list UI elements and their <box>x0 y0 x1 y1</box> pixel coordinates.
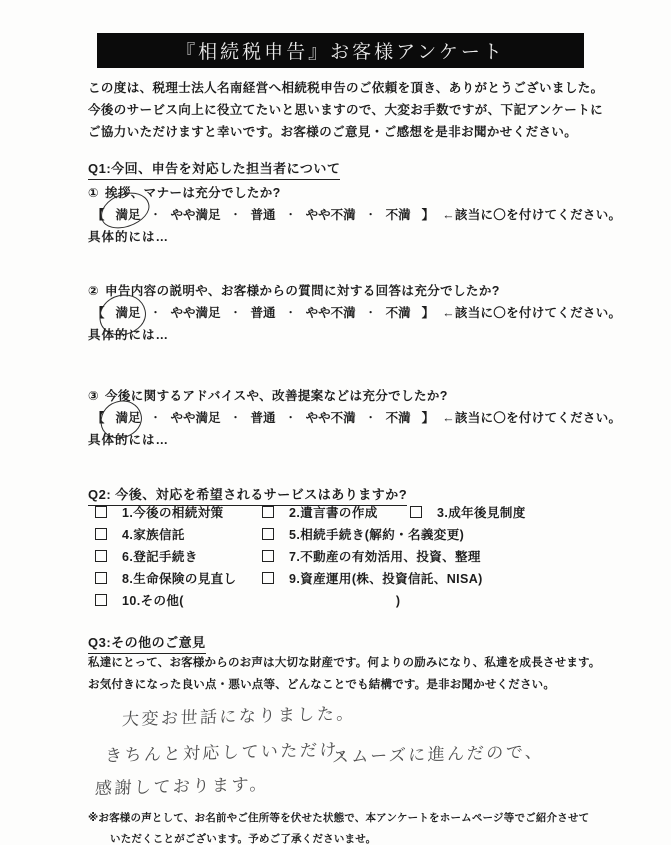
bracket-open: 【 <box>92 306 105 320</box>
option-separator: ・ <box>150 210 161 221</box>
checkbox-label: 10.その他( <box>122 594 184 608</box>
q1-sub2-detail-prompt: 具体的には… <box>88 328 170 342</box>
paren-close: ) <box>395 594 401 608</box>
checkbox-label: 5.相続手続き(解約・名義変更) <box>289 528 465 542</box>
service-item-7 <box>262 547 481 565</box>
option-separator: ・ <box>230 413 241 424</box>
option-separator: ・ <box>365 413 376 424</box>
checkbox-label: 3.成年後見制度 <box>437 506 526 520</box>
q1-sub3-rating-options <box>88 408 621 426</box>
checkbox-label: 9.資産運用(株、投資信託、NISA) <box>289 572 483 586</box>
q1-sub1-detail-prompt: 具体的には… <box>88 230 170 244</box>
service-item-6 <box>95 547 198 565</box>
footer-note-line-2: いただくことがございます。予めご了承くださいませ。 <box>110 833 377 845</box>
bracket-close: 】 <box>421 411 435 425</box>
option-separator: ・ <box>285 210 296 221</box>
q3-heading: Q3:その他のご意見 <box>88 632 206 654</box>
footer-note-line-1: ※お客様の声として、お名前やご住所等を伏せた状態で、本アンケートをホームページ等でご紹介させて <box>88 812 590 824</box>
rating-option: 不満 <box>385 208 411 222</box>
rating-option: 普通 <box>250 208 276 222</box>
intro-line-1: この度は、税理士法人名南経営へ相続税申告のご依頼を頂き、ありがとうございました。 <box>88 81 604 95</box>
page-title: 『相続税申告』お客様アンケート <box>176 42 505 63</box>
service-item-3 <box>410 503 526 521</box>
rating-option: 不満 <box>385 306 411 320</box>
option-separator: ・ <box>285 413 296 424</box>
rating-option: やや不満 <box>305 208 356 222</box>
rating-option: 普通 <box>250 411 276 425</box>
checkbox-label: 2.遺言書の作成 <box>289 506 378 520</box>
bracket-close: 】 <box>421 306 435 320</box>
q3-body-line-2: お気付きになった良い点・悪い点等、どんなことでも結構です。是非お聞かせください。 <box>88 679 556 691</box>
rating-option: やや満足 <box>170 411 221 425</box>
service-item-2 <box>262 503 378 521</box>
q1-sub3-detail-prompt: 具体的には… <box>88 433 170 447</box>
q2-heading: Q2: 今後、対応を希望されるサービスはありますか? <box>88 484 407 506</box>
rating-option: 不満 <box>385 411 411 425</box>
q1-sub3-number: ③ <box>88 389 99 403</box>
option-separator: ・ <box>365 308 376 319</box>
rating-option-selected: 満足 <box>115 411 141 425</box>
handwritten-comment-line-3: 感謝しております。 <box>94 774 270 799</box>
handwritten-comment-line-2b: スムーズに進んだので、 <box>331 742 545 767</box>
checkbox <box>262 572 274 584</box>
checkbox-label: 8.生命保険の見直し <box>122 572 237 586</box>
checkbox <box>410 506 422 518</box>
rating-option-selected: 満足 <box>115 208 141 222</box>
service-item-10 <box>95 591 400 609</box>
rating-option: やや不満 <box>305 306 356 320</box>
checkbox-label: 7.不動産の有効活用、投資、整理 <box>289 550 481 564</box>
q1-sub2-question <box>88 281 500 299</box>
option-separator: ・ <box>285 308 296 319</box>
service-item-1 <box>95 503 224 521</box>
service-item-4 <box>95 525 185 543</box>
checkbox <box>95 506 107 518</box>
rating-option: やや満足 <box>170 306 221 320</box>
checkbox-label: 4.家族信託 <box>122 528 185 542</box>
q1-sub1-number: ① <box>88 186 99 200</box>
rating-option: やや満足 <box>170 208 221 222</box>
bracket-open: 【 <box>92 208 105 222</box>
q1-sub3-question <box>88 386 448 404</box>
checkbox <box>95 528 107 540</box>
checkbox <box>95 572 107 584</box>
checkbox-label: 1.今後の相続対策 <box>122 506 224 520</box>
rating-option-selected: 満足 <box>115 306 141 320</box>
intro-line-2: 今後のサービス向上に役立てたいと思いますので、大変お手数ですが、下記アンケートに <box>88 103 604 117</box>
rating-instruction: ←該当に〇を付けてください。 <box>442 306 622 320</box>
q3-body-line-1: 私達にとって、お客様からのお声は大切な財産です。何よりの励みになり、私達を成長させます。 <box>88 657 601 669</box>
rating-instruction: ←該当に〇を付けてください。 <box>442 411 622 425</box>
rating-option: 普通 <box>250 306 276 320</box>
option-separator: ・ <box>365 210 376 221</box>
q1-sub2-text: 申告内容の説明や、お客様からの質問に対する回答は充分でしたか? <box>104 284 500 298</box>
checkbox <box>95 594 107 606</box>
q1-heading: Q1:今回、申告を対応した担当者について <box>88 158 340 180</box>
q1-sub3-text: 今後に関するアドバイスや、改善提案などは充分でしたか? <box>104 389 448 403</box>
title-bar <box>97 33 584 68</box>
q1-sub1-question <box>88 183 281 201</box>
option-separator: ・ <box>150 308 161 319</box>
rating-option: やや不満 <box>305 411 356 425</box>
checkbox <box>262 506 274 518</box>
q1-sub2-number: ② <box>88 284 99 298</box>
q1-sub1-text: 挨拶、マナーは充分でしたか? <box>104 186 281 200</box>
service-item-5 <box>262 525 464 543</box>
q1-sub1-rating-options <box>88 205 621 223</box>
checkbox <box>262 528 274 540</box>
q2-checkbox-grid <box>0 503 671 613</box>
option-separator: ・ <box>150 413 161 424</box>
option-separator: ・ <box>230 308 241 319</box>
handwritten-comment-line-2a: きちんと対応していただけ、 <box>104 739 359 766</box>
rating-instruction: ←該当に〇を付けてください。 <box>442 208 622 222</box>
service-item-8 <box>95 569 236 587</box>
handwritten-comment-line-1: 大変お世話になりました。 <box>121 703 357 730</box>
checkbox-label: 6.登記手続き <box>122 550 198 564</box>
option-separator: ・ <box>230 210 241 221</box>
checkbox <box>95 550 107 562</box>
service-item-9 <box>262 569 483 587</box>
bracket-open: 【 <box>92 411 105 425</box>
q1-sub2-rating-options <box>88 303 621 321</box>
bracket-close: 】 <box>421 208 435 222</box>
checkbox <box>262 550 274 562</box>
intro-line-3: ご協力いただけますと幸いです。お客様のご意見・ご感想を是非お聞かせください。 <box>88 125 578 139</box>
